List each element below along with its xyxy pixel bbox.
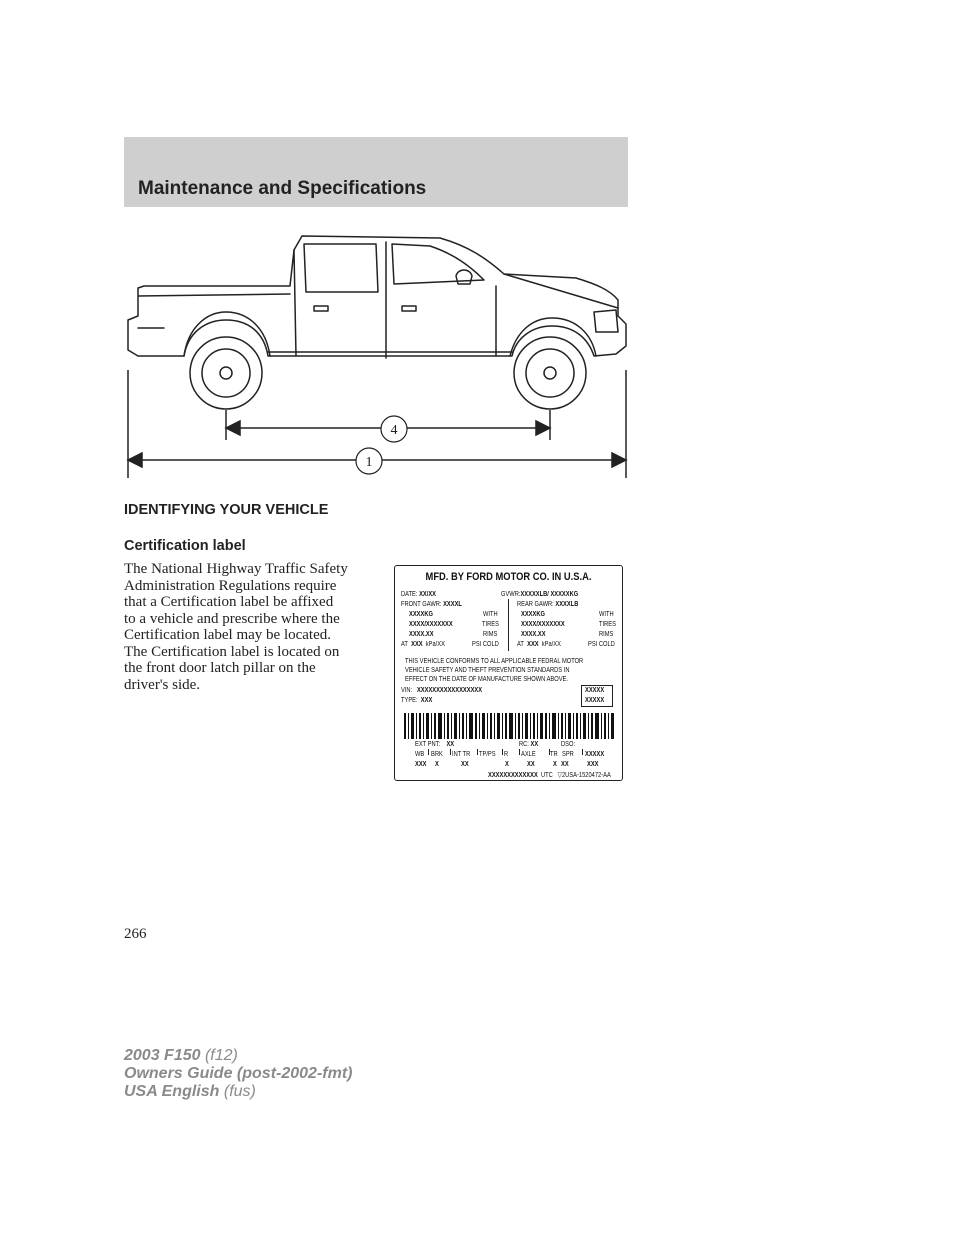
cert-code-spr: SPR	[562, 751, 574, 758]
cert-conform-line-1: THIS VEHICLE CONFORMS TO ALL APPLICABLE FEDRAL MOTOR	[405, 658, 584, 665]
callout-4: 4	[390, 423, 398, 438]
cert-right-tires-label: TIRES	[599, 621, 616, 628]
cert-code-xxxxx: XXXXX	[585, 751, 605, 758]
footer-guide-line: Owners Guide (post-2002-fmt)	[124, 1065, 353, 1082]
cert-left-rims: XXXX.XX	[409, 631, 434, 638]
cert-left-with: WITH	[483, 611, 498, 618]
cert-value-wb: XXX	[415, 761, 427, 768]
cert-right-rims: XXXX.XX	[521, 631, 546, 638]
cert-left-rims-label: RIMS	[483, 631, 498, 638]
cert-right-kg: XXXXKG	[521, 611, 545, 618]
certification-body-text: The National Highway Traffic Safety Administration Regulations require that a Certification label be affixed to a vehicle and prescribe where the Certification label may be located. The Certification label is located on the front door latch pillar on the driver's side.	[124, 561, 348, 693]
cert-ext-paint: EXT PNT: XX	[415, 741, 455, 748]
truck-dimension-figure	[124, 228, 630, 484]
footer-language-line: USA English (fus)	[124, 1083, 256, 1100]
cert-conform-line-3: EFFECT ON THE DATE OF MANUFACTURE SHOWN ABOVE.	[405, 676, 568, 683]
cert-bottom-code: XXXXXXXXXXXXX UTC ▽2USA-1520472-AA	[488, 772, 611, 779]
cert-value-spr: XX	[561, 761, 569, 768]
cert-box-line-2: XXXXX	[585, 697, 605, 704]
cert-left-kg: XXXXKG	[409, 611, 433, 618]
page-number: 266	[124, 926, 147, 942]
cert-right-pressure: AT XXX kPa/XX	[517, 641, 561, 648]
section-title: Maintenance and Specifications	[138, 178, 427, 199]
document-footer	[124, 1047, 352, 1101]
cert-right-rims-label: RIMS	[599, 631, 614, 638]
cert-value-int-tr: XX	[461, 761, 469, 768]
cert-box-line-1: XXXXX	[585, 687, 605, 694]
cert-code-brk: BRK	[431, 751, 443, 758]
cert-type: TYPE: XXX	[401, 697, 433, 704]
certification-label-illustration	[394, 565, 623, 781]
cert-code-int-tr: INT TR	[452, 751, 471, 758]
cert-dso: DSO:	[561, 741, 576, 748]
cert-left-tires: XXXX/XXXXXXX	[409, 621, 453, 628]
identifying-vehicle-heading: IDENTIFYING YOUR VEHICLE	[124, 502, 329, 518]
cert-value-xxxxx: XXX	[587, 761, 599, 768]
cert-code-wb: WB	[415, 751, 425, 758]
cert-conform-line-2: VEHICLE SAFETY AND THEFT PREVENTION STANDARDS IN	[405, 667, 570, 674]
certification-label-subheading: Certification label	[124, 538, 246, 554]
footer-model-line: 2003 F150 (f12)	[124, 1047, 238, 1064]
cert-value-brk: X	[435, 761, 439, 768]
cert-right-psi: PSI COLD	[588, 641, 615, 648]
cert-value-tr: X	[553, 761, 557, 768]
cert-left-tires-label: TIRES	[482, 621, 499, 628]
cert-right-with: WITH	[599, 611, 614, 618]
cert-rc: RC: XX	[519, 741, 539, 748]
cert-left-pressure: AT XXX kPa/XX	[401, 641, 445, 648]
cert-front-gawr: FRONT GAWR: XXXXL	[401, 601, 462, 608]
cert-code-tr: TR	[550, 751, 558, 758]
cert-vin: VIN: XXXXXXXXXXXXXXXXX	[401, 687, 483, 694]
cert-value-axle: XX	[527, 761, 535, 768]
cert-date: DATE: XX/XX	[401, 591, 437, 598]
cert-code-axle: AXLE	[521, 751, 536, 758]
cert-left-psi: PSI COLD	[472, 641, 499, 648]
vin-barcode	[404, 713, 614, 739]
rear-window	[304, 244, 378, 292]
cert-code-tp-ps: TP/PS	[479, 751, 496, 758]
cert-code-r: R	[504, 751, 509, 758]
cert-gvwr: GVWR:XXXXXLB/ XXXXXKG	[501, 591, 579, 598]
cert-right-tires: XXXX/XXXXXXX	[521, 621, 565, 628]
cert-rear-gawr: REAR GAWR: XXXXLB	[517, 601, 579, 608]
cert-divider	[508, 599, 509, 651]
cert-value-r: X	[505, 761, 509, 768]
callout-1: 1	[365, 455, 373, 470]
cert-label-title: MFD. BY FORD MOTOR CO. IN U.S.A.	[425, 571, 592, 583]
